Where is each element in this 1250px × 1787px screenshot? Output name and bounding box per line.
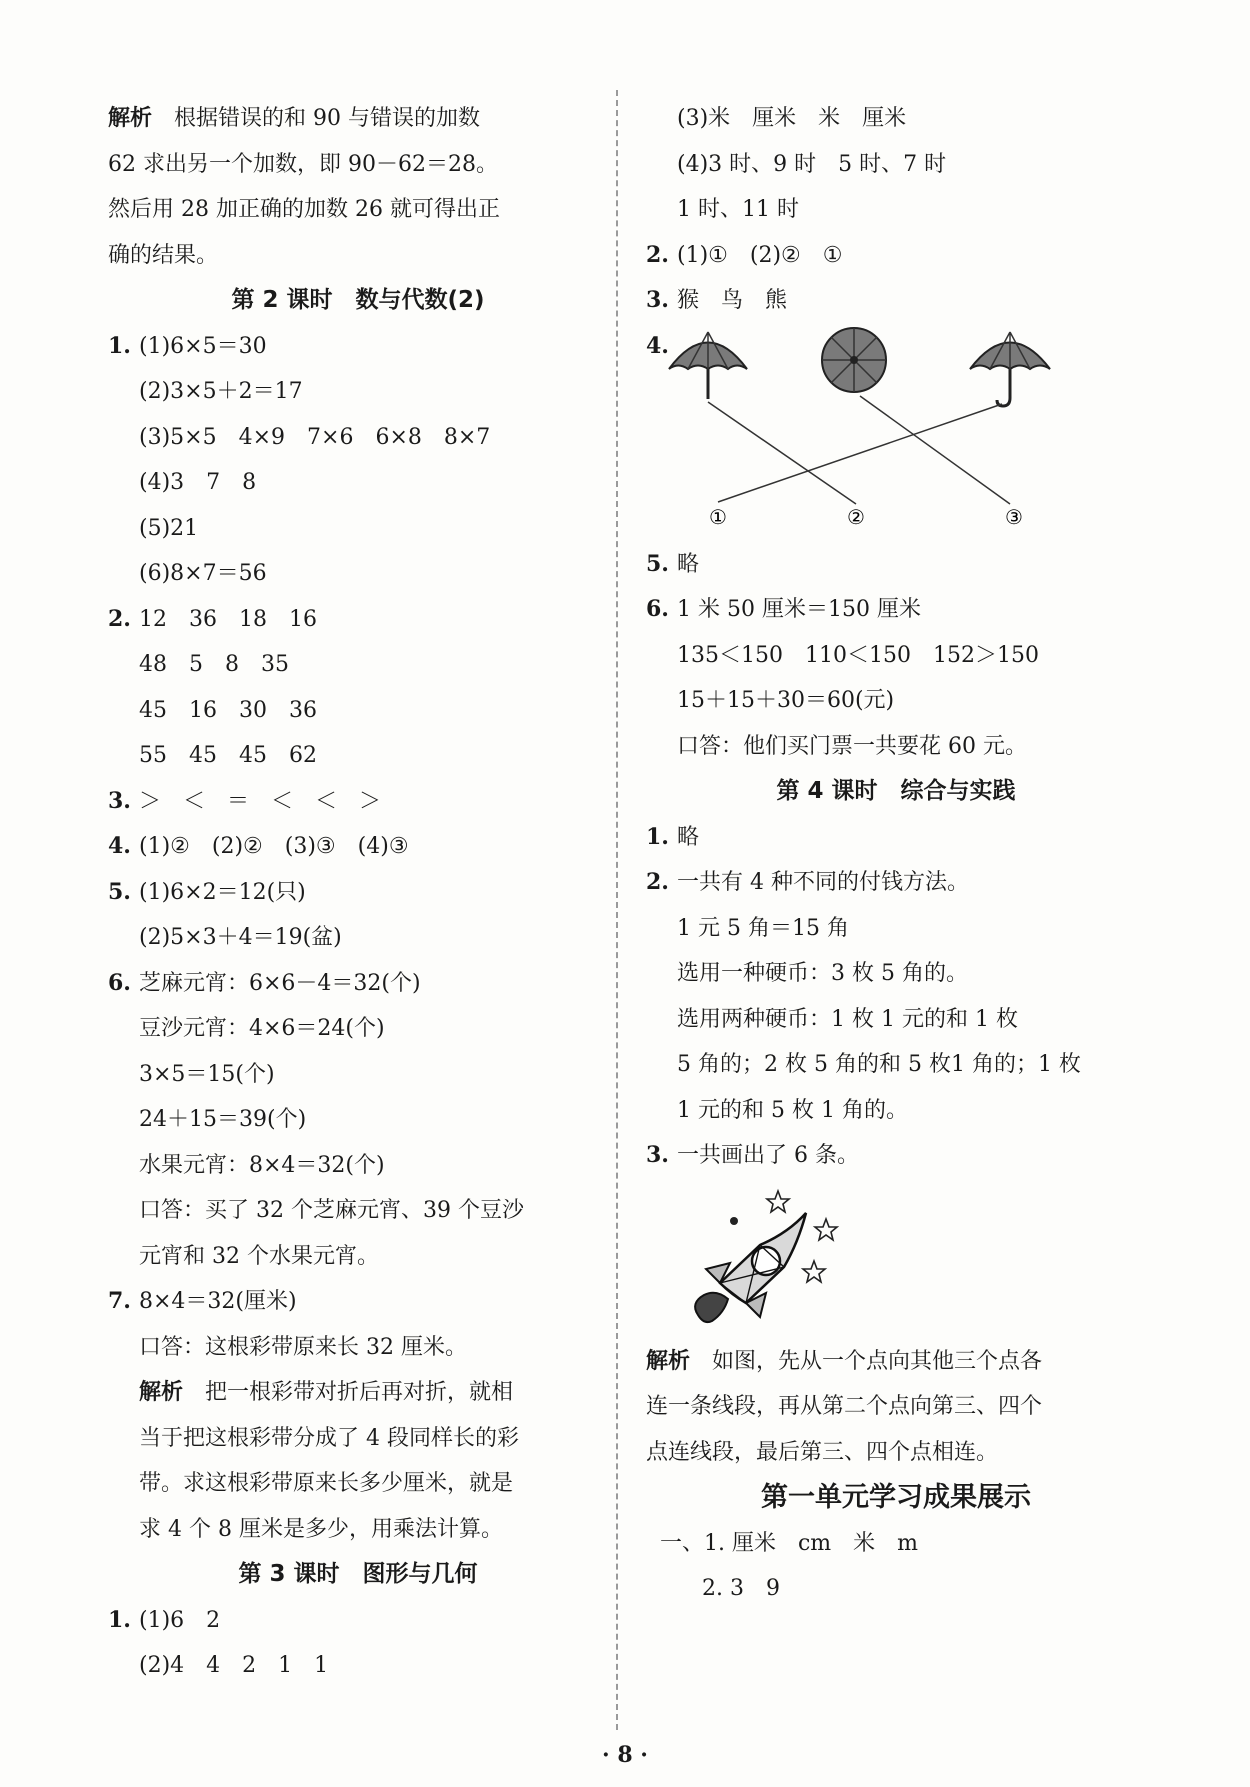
answer-line: 45 16 30 36 [139, 697, 317, 723]
analysis-line: 求 4 个 8 厘米是多少，用乘法计算。 [139, 1516, 503, 1542]
section-title-lesson-3: 第 3 课时 图形与几何 [238, 1561, 478, 1587]
question-number: 3. [646, 287, 669, 313]
answer-line: 8×4＝32(厘米) [139, 1289, 297, 1314]
unit-title: 第一单元学习成果展示 [761, 1482, 1031, 1513]
answer-line: 48 5 8 35 [139, 652, 289, 677]
analysis-block-1 [108, 96, 608, 278]
answer-line: (2)5×3＋4＝19(盆) [139, 925, 342, 950]
question-2-coins [646, 860, 1146, 1133]
answer-line: (1)② (2)② (3)③ (4)③ [139, 834, 409, 859]
umbrella-curved-handle-icon [970, 332, 1050, 406]
question-7 [108, 1279, 608, 1552]
question-number: 6. [108, 969, 131, 996]
umbrella-side-view-icon [669, 332, 747, 399]
analysis-line: 如图，先从一个点向其他三个点各 [712, 1348, 1043, 1374]
analysis-tag: 解析 [108, 106, 153, 131]
answer-line: 水果元宵：8×4＝32(个) [139, 1152, 385, 1178]
answer-line: (3)5×5 4×9 7×6 6×8 8×7 [139, 424, 491, 450]
answer-line: 选用一种硬币：3 枚 5 角的。 [677, 961, 968, 986]
answer-line: 一、1. 厘米 cm 米 m [660, 1530, 919, 1556]
question-number: 3. [108, 787, 131, 814]
answer-line: 选用两种硬币：1 枚 1 元的和 1 枚 [677, 1006, 1018, 1032]
question-number: 1. [646, 823, 669, 850]
answer-line: 略 [677, 551, 700, 577]
answer-line: (1)6 2 [139, 1607, 221, 1633]
question-number: 6. [646, 596, 669, 622]
question-number: 7. [108, 1288, 131, 1314]
answer-line: 口答：这根彩带原来长 32 厘米。 [139, 1334, 467, 1360]
question-number: 4. [646, 332, 669, 359]
question-5 [108, 870, 608, 961]
question-number: 4. [108, 833, 131, 859]
question-6 [108, 961, 608, 1280]
answer-line: (2)4 4 2 1 1 [139, 1653, 329, 1678]
answer-line: 略 [677, 824, 700, 850]
umbrella-matching-diagram [664, 324, 1084, 542]
question-number: 1. [108, 332, 131, 359]
analysis-line: 连一条线段，再从第二个点向第三、四个 [646, 1394, 1043, 1419]
answer-line: 1 时、11 时 [677, 197, 799, 222]
question-number: 2. [646, 869, 669, 895]
answer-line: (1)① (2)② ① [677, 242, 843, 268]
column-divider [616, 90, 618, 1730]
answer-line: 12 36 18 16 [139, 606, 317, 632]
section-title-lesson-4: 第 4 课时 综合与实践 [776, 778, 1016, 804]
section-title-lesson-2: 第 2 课时 数与代数(2) [231, 287, 485, 313]
answer-line: (2)3×5＋2＝17 [139, 379, 303, 404]
question-number: 1. [108, 1606, 131, 1633]
matching-line [860, 396, 1010, 504]
question-number: 5. [108, 878, 131, 905]
question-4-umbrella-figure [646, 324, 1146, 542]
question-1 [108, 324, 608, 597]
right-column [646, 96, 1146, 1612]
question-number: 5. [646, 550, 669, 577]
page-number: · 8 · [602, 1742, 648, 1768]
umbrella-top-view-icon [822, 328, 886, 392]
question-3 [108, 779, 608, 825]
answer-line: 55 45 45 62 [139, 743, 317, 768]
question-2 [108, 597, 608, 779]
option-label-1: ① [709, 504, 727, 529]
answer-line: ＞ ＜ ＝ ＜ ＜ ＞ [139, 788, 382, 814]
analysis-line: 点连线段，最后第三、四个点相连。 [646, 1439, 999, 1465]
question-5 [646, 542, 1146, 588]
answer-line: (1)6×5＝30 [139, 333, 267, 359]
answer-line: 元宵和 32 个水果元宵。 [139, 1243, 379, 1269]
answer-line: 1 米 50 厘米＝150 厘米 [677, 597, 921, 622]
option-label-2: ② [847, 504, 865, 529]
answer-line: (5)21 [139, 515, 199, 541]
answer-line: 24＋15＝39(个) [139, 1107, 307, 1132]
answer-line: 3×5＝15(个) [139, 1061, 275, 1087]
answer-line: 1 元的和 5 枚 1 角的。 [677, 1097, 908, 1123]
question-number: 3. [646, 1142, 669, 1168]
matching-line [718, 404, 1002, 502]
answer-line: (1)6×2＝12(只) [139, 879, 306, 905]
analysis-line: 把一根彩带对折后再对折，就相 [205, 1380, 514, 1405]
analysis-block-rocket [646, 1339, 1146, 1476]
question-6 [646, 587, 1146, 769]
rocket-figure [646, 1179, 1146, 1339]
option-label-3: ③ [1005, 504, 1023, 529]
question-4 [108, 824, 608, 870]
answer-line: 5 角的；2 枚 5 角的和 5 枚1 角的；1 枚 [677, 1052, 1081, 1077]
unit-answers [646, 1521, 1146, 1612]
answer-line: 135＜150 110＜150 152＞150 [677, 642, 1039, 668]
answer-line: 口答：买了 32 个芝麻元宵、39 个豆沙 [139, 1198, 524, 1223]
analysis-line: 确的结果。 [108, 242, 219, 268]
question-3 [646, 278, 1146, 324]
question-2 [646, 233, 1146, 279]
answer-line: (3)米 厘米 米 厘米 [677, 106, 907, 131]
answer-line: 口答：他们买门票一共要花 60 元。 [677, 733, 1027, 759]
question-number: 2. [108, 605, 131, 632]
answer-line: 猴 鸟 熊 [677, 288, 788, 313]
answer-line: 一共有 4 种不同的付钱方法。 [677, 870, 969, 895]
analysis-tag: 解析 [646, 1348, 691, 1374]
analysis-line: 当于把这根彩带分成了 4 段同样长的彩 [139, 1425, 519, 1451]
analysis-line: 然后用 28 加正确的加数 26 就可得出正 [108, 197, 500, 222]
answer-line: 2. 3 9 [702, 1576, 780, 1601]
answer-line: (6)8×7＝56 [139, 561, 267, 586]
star-icon [815, 1219, 837, 1240]
rocket-icon [676, 1183, 876, 1343]
left-column [108, 96, 608, 1689]
question-1-continued [646, 96, 1146, 233]
analysis-line: 62 求出另一个加数，即 90－62＝28。 [108, 151, 498, 177]
question-3-lines [646, 1133, 1146, 1179]
answer-line: 豆沙元宵：4×6＝24(个) [139, 1016, 385, 1041]
star-icon [767, 1191, 789, 1212]
question-1 [646, 815, 1146, 861]
answer-line: 1 元 5 角＝15 角 [677, 915, 849, 941]
star-icon [803, 1261, 825, 1282]
answer-line: 一共画出了 6 条。 [677, 1143, 859, 1168]
analysis-line: 根据错误的和 90 与错误的加数 [174, 106, 481, 131]
answer-line: (4)3 7 8 [139, 470, 257, 495]
analysis-tag: 解析 [139, 1380, 184, 1405]
answer-line: 15＋15＋30＝60(元) [677, 688, 895, 713]
analysis-line: 带。求这根彩带原来长多少厘米，就是 [139, 1471, 514, 1496]
question-number: 2. [646, 241, 669, 268]
answer-line: (4)3 时、9 时 5 时、7 时 [677, 151, 947, 177]
question-1-geometry [108, 1598, 608, 1689]
answer-line: 芝麻元宵：6×6－4＝32(个) [139, 970, 421, 996]
matching-line [708, 402, 856, 504]
